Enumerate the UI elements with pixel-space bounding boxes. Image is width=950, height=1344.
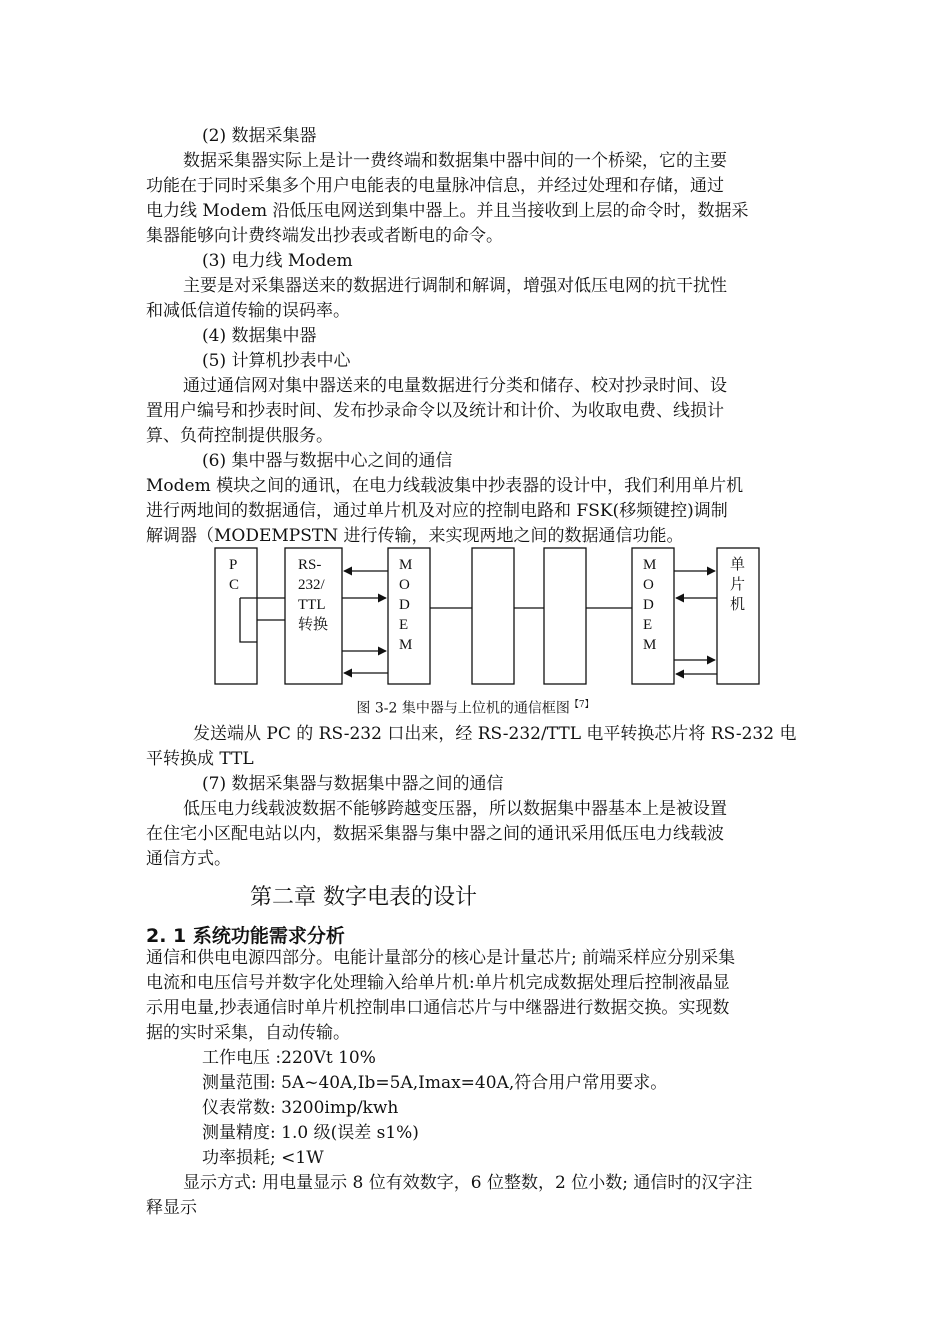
paragraph-line: 电流和电压信号并数字化处理输入给单片机:单片机完成数据处理后控制液晶显 xyxy=(146,973,730,993)
spec-accuracy: 测量精度: 1.0 级(误差 s1%) xyxy=(202,1123,419,1143)
section-title: 2. 1 系统功能需求分析 xyxy=(146,925,345,947)
paragraph-line: 主要是对采集器送来的数据进行调制和解调，增强对低压电网的抗干扰性 xyxy=(183,276,727,296)
paragraph-line: 和减低信道传输的误码率。 xyxy=(146,301,350,321)
paragraph-line: 算、负荷控制提供服务。 xyxy=(146,426,333,446)
paragraph-line: 解调器（MODEMPSTN 进行传输，来实现两地之间的数据通信功能。 xyxy=(146,526,684,546)
paragraph-line: 进行两地间的数据通信，通过单片机及对应的控制电路和 FSK(移频键控)调制 xyxy=(146,501,728,521)
subheading-data-collector: (2) 数据采集器 xyxy=(202,126,317,146)
modem-label-char: M xyxy=(643,557,657,573)
caption-reference: 【7】 xyxy=(569,700,594,710)
rs232-label-line: 232/ xyxy=(298,577,325,593)
paragraph-line: 电力线 Modem 沿低压电网送到集中器上。并且当接收到上层的命令时，数据采 xyxy=(146,201,749,221)
pc-connector xyxy=(240,598,257,642)
mcu-label-char: 单 xyxy=(730,557,746,573)
paragraph-line: 在住宅小区配电站以内，数据采集器与集中器之间的通讯采用低压电力线载波 xyxy=(146,824,724,844)
paragraph-line: 置用户编号和抄表时间、发布抄录命令以及统计和计价、为收取电费、线损计 xyxy=(146,401,724,421)
paragraph-line: 发送端从 PC 的 RS-232 口出来，经 RS-232/TTL 电平转换芯片将 RS-232 电 xyxy=(193,724,797,744)
line-block-1 xyxy=(472,548,514,684)
modem-label-char: M xyxy=(643,637,657,653)
paragraph-line: 通过通信网对集中器送来的电量数据进行分类和储存、校对抄录时间、设 xyxy=(183,376,727,396)
paragraph-line: 释显示 xyxy=(146,1198,197,1218)
modem-label-char: D xyxy=(643,597,654,613)
mcu-label-char: 机 xyxy=(730,597,746,613)
spec-working-voltage: 工作电压 :220Vt 10% xyxy=(202,1048,376,1068)
subheading-powerline-modem: (3) 电力线 Modem xyxy=(202,251,353,271)
mcu-label-char: 片 xyxy=(730,577,746,593)
spec-display-mode: 显示方式: 用电量显示 8 位有效数字，6 位整数，2 位小数; 通信时的汉字注 xyxy=(183,1173,753,1193)
line-block-2 xyxy=(544,548,586,684)
subheading-concentrator-communication: (6) 集中器与数据中心之间的通信 xyxy=(202,451,453,471)
modem-label-char: M xyxy=(399,557,413,573)
modem-label-char: O xyxy=(643,577,654,593)
paragraph-line: 示用电量,抄表通信时单片机控制串口通信芯片与中继器进行数据交换。实现数 xyxy=(146,998,730,1018)
figure-caption xyxy=(0,697,950,718)
paragraph-line: 据的实时采集，自动传输。 xyxy=(146,1023,350,1043)
spec-measurement-range: 测量范围: 5A~40A,Ib=5A,Imax=40A,符合用户常用要求。 xyxy=(202,1073,668,1093)
rs232-label-line: 转换 xyxy=(298,617,329,633)
paragraph-line: 集器能够向计费终端发出抄表或者断电的命令。 xyxy=(146,226,503,246)
communication-block-diagram xyxy=(200,540,770,690)
paragraph-line: 通信方式。 xyxy=(146,849,231,869)
modem-label-char: O xyxy=(399,577,410,593)
paragraph-line: 数据采集器实际上是计一费终端和数据集中器中间的一个桥梁，它的主要 xyxy=(183,151,727,171)
subheading-collector-concentrator: (7) 数据采集器与数据集中器之间的通信 xyxy=(202,774,504,794)
spec-power-loss: 功率损耗; <1W xyxy=(202,1148,324,1168)
paragraph-line: 平转换成 TTL xyxy=(146,749,254,769)
chapter-title: 第二章 数字电表的设计 xyxy=(250,885,477,910)
paragraph-line: 通信和供电电源四部分。电能计量部分的核心是计量芯片; 前端采样应分别采集 xyxy=(146,948,736,968)
subheading-data-concentrator: (4) 数据集中器 xyxy=(202,326,317,346)
rs232-label-line: TTL xyxy=(298,597,326,613)
pc-rs232-link xyxy=(257,598,285,620)
modem-label-char: M xyxy=(399,637,413,653)
subheading-meter-center: (5) 计算机抄表中心 xyxy=(202,351,351,371)
modem-label-char: E xyxy=(399,617,409,633)
paragraph-line: Modem 模块之间的通讯，在电力线载波集中抄表器的设计中，我们利用单片机 xyxy=(146,476,744,496)
spec-meter-constant: 仪表常数: 3200imp/kwh xyxy=(202,1098,399,1118)
rs232-label-line: RS- xyxy=(298,557,322,573)
modem-label-char: D xyxy=(399,597,410,613)
paragraph-line: 低压电力线载波数据不能够跨越变压器，所以数据集中器基本上是被设置 xyxy=(183,799,727,819)
paragraph-line: 功能在于同时采集多个用户电能表的电量脉冲信息，并经过处理和存储，通过 xyxy=(146,176,724,196)
modem-label-char: E xyxy=(643,617,653,633)
caption-text: 图 3-2 集中器与上位机的通信框图 xyxy=(356,700,570,717)
pc-label-char: C xyxy=(229,577,240,593)
pc-label-char: P xyxy=(229,557,238,573)
